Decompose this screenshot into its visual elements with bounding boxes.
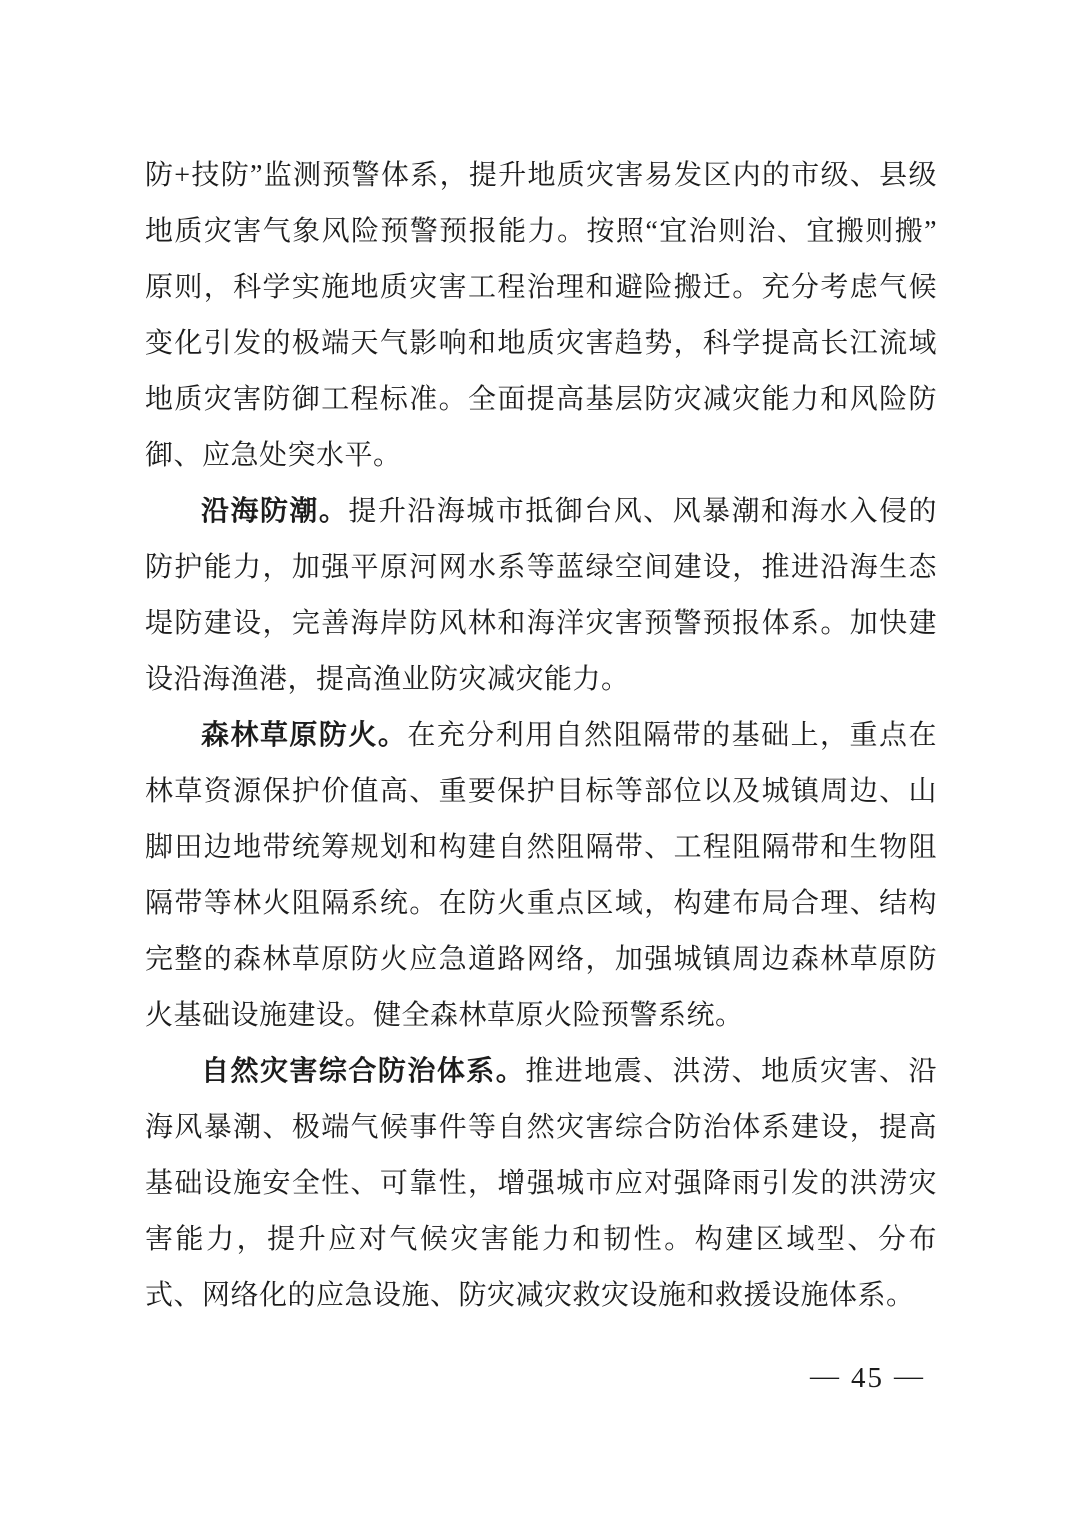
paragraph-coastal-tide-defense — [145, 484, 937, 708]
paragraph-text: 防+技防”监测预警体系，提升地质灾害易发区内的市级、县级地质灾害气象风险预警预报能力。按照“宜治则治、宜搬则搬”原则，科学实施地质灾害工程治理和避险搬迁。充分考虑气候变化引发的极端天气影响和地质灾害趋势，科学提高长江流域地质灾害防御工程标准。全面提高基层防灾减灾能力和风险防御、应急处突水平。 — [145, 160, 937, 471]
paragraph-lead: 森林草原防火。 — [201, 720, 408, 751]
paragraph-text: 提升沿海城市抵御台风、风暴潮和海水入侵的防护能力，加强平原河网水系等蓝绿空间建设，推进沿海生态堤防建设，完善海岸防风林和海洋灾害预警预报体系。加快建设沿海渔港，提高渔业防灾减灾能力。 — [145, 496, 937, 695]
paragraph-text: 推进地震、洪涝、地质灾害、沿海风暴潮、极端气候事件等自然灾害综合防治体系建设，提高基础设施安全性、可靠性，增强城市应对强降雨引发的洪涝灾害能力，提升应对气候灾害能力和韧性。构建区域型、分布式、网络化的应急设施、防灾减灾救灾设施和救援设施体系。 — [145, 1056, 937, 1311]
paragraph-text: 在充分利用自然阻隔带的基础上，重点在林草资源保护价值高、重要保护目标等部位以及城镇周边、山脚田边地带统筹规划和构建自然阻隔带、工程阻隔带和生物阻隔带等林火阻隔系统。在防火重点区域，构建布局合理、结构完整的森林草原防火应急道路网络，加强城镇周边森林草原防火基础设施建设。健全森林草原火险预警系统。 — [145, 720, 937, 1031]
footer-left-dash: — — [810, 1360, 841, 1392]
document-body — [145, 148, 937, 1324]
page-number: 45 — [851, 1362, 884, 1394]
paragraph-natural-disaster-comprehensive-system — [145, 1044, 937, 1324]
page-number-footer — [800, 1358, 935, 1398]
paragraph-lead: 自然灾害综合防治体系。 — [201, 1056, 526, 1087]
paragraph-forest-grassland-fire-prevention — [145, 708, 937, 1044]
paragraph-geological-disaster-continuation — [145, 148, 937, 484]
paragraph-lead: 沿海防潮。 — [201, 496, 349, 527]
footer-right-dash: — — [894, 1360, 925, 1392]
